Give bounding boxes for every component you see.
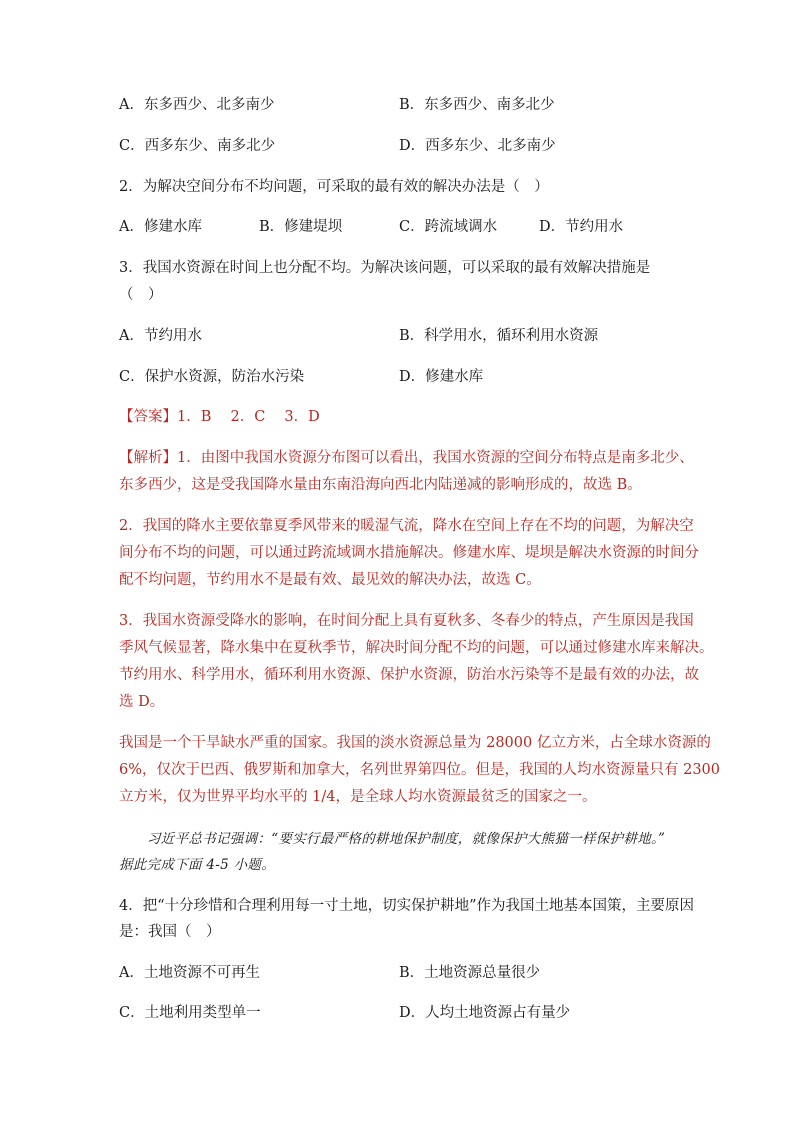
analysis-p3-line2: 季风气候显著，降水集中在夏秋季节，解决时间分配不均的问题，可以通过修建水库来解决。 (119, 640, 714, 656)
analysis-p3-line4: 选 D。 (119, 694, 165, 710)
analysis-p4-line1: 我国是一个干旱缺水严重的国家。我国的淡水资源总量为 28000 亿立方米，占全球水资源的 (119, 735, 711, 751)
q4-option-c: C．土地利用类型单一 (119, 1005, 261, 1021)
q4-option-d: D．人均土地资源占有量少 (399, 1005, 571, 1021)
q1-option-d: D．西多东少、北多南少 (399, 138, 556, 154)
q3-stem-line1: 3．我国水资源在时间上也分配不均。为解决该问题，可以采取的最有效解决措施是 (119, 260, 651, 276)
q2-option-a: A．修建水库 (119, 219, 202, 235)
analysis-p1-text1: 1．由图中我国水资源分布图可以看出，我国水资源的空间分布特点是南多北少、 (177, 450, 694, 466)
intro-quote-line2: 据此完成下面 4-5 小题。 (119, 857, 276, 873)
answer-line (119, 407, 320, 427)
analysis-p3-line3: 节约用水、科学用水，循环利用水资源、保护水资源，防治水污染等不是最有效的办法，故 (119, 667, 699, 683)
q4-option-b: B．土地资源总量很少 (399, 965, 541, 981)
q4-option-a: A．土地资源不可再生 (119, 965, 260, 981)
answer-label: 【答案】 (119, 409, 177, 425)
analysis-p2-line2: 间分布不均的问题，可以通过跨流域调水措施解决。修建水库、堤坝是解决水资源的时间分 (119, 545, 699, 561)
q1-option-c: C．西多东少、南多北少 (119, 138, 276, 154)
q3-option-d: D．修建水库 (399, 369, 484, 385)
answer-text: 1．B 2．C 3．D (177, 409, 320, 425)
analysis-p1-line1 (119, 448, 694, 468)
q2-option-c: C．跨流域调水 (399, 219, 498, 235)
analysis-p4-line3: 立方米，仅为世界平均水平的 1/4，是全球人均水资源最贫乏的国家之一。 (119, 789, 597, 805)
q2-option-b: B．修建堤坝 (259, 219, 343, 235)
q1-option-a: A．东多西少、北多南少 (119, 97, 275, 113)
analysis-p1-line2: 东多西少，这是受我国降水量由东南沿海向西北内陆递减的影响形成的，故选 B。 (119, 477, 642, 493)
q1-option-b: B．东多西少、南多北少 (399, 97, 555, 113)
q4-stem-line1: 4．把“十分珍惜和合理利用每一寸土地，切实保护耕地”作为我国土地基本国策，主要原因 (119, 898, 695, 914)
q3-option-b: B．科学用水，循环利用水资源 (399, 328, 599, 344)
q2-stem: 2．为解决空间分布不均问题，可采取的最有效的解决办法是（ ） (119, 179, 549, 195)
q3-option-c: C．保护水资源，防治水污染 (119, 369, 305, 385)
analysis-p4-line2: 6%，仅次于巴西、俄罗斯和加拿大，名列世界第四位。但是，我国的人均水资源量只有 2300 (119, 762, 721, 778)
q3-stem-line2: （ ） (119, 287, 163, 303)
q3-option-a: A．节约用水 (119, 328, 202, 344)
analysis-p3-line1: 3．我国水资源受降水的影响，在时间分配上具有夏秋多、冬春少的特点，产生原因是我国 (119, 613, 694, 629)
analysis-p2-line1: 2．我国的降水主要依靠夏季风带来的暖湿气流，降水在空间上存在不均的问题，为解决空 (119, 518, 694, 534)
intro-quote-line1: 习近平总书记强调：“要实行最严格的耕地保护制度，就像保护大熊猫一样保护耕地。” (147, 831, 666, 847)
q4-stem-line2: 是：我国（ ） (119, 924, 221, 940)
analysis-p2-line3: 配不均问题，节约用水不是最有效、最见效的解决办法，故选 C。 (119, 572, 541, 588)
analysis-label: 【解析】 (119, 450, 177, 466)
q2-option-d: D．节约用水 (539, 219, 624, 235)
